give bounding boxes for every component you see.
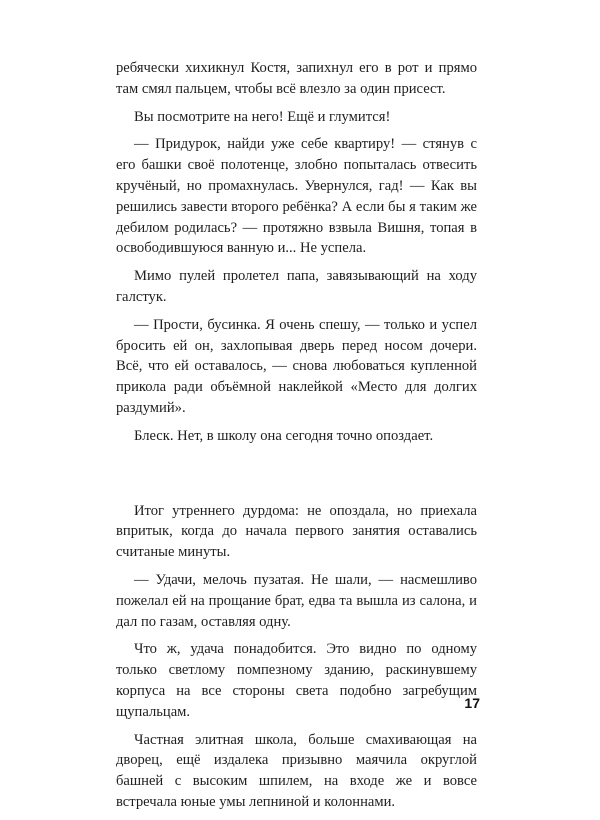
page-number: 17 (464, 695, 480, 711)
paragraph: — Прости, бусинка. Я очень спешу, — только и успел бросить ей он, захлопывая дверь перед носом дочери. Всё, что ей оставалось, — снова любоваться купленной прикола ради объёмной наклейкой «Место для долгих раздумий». (116, 316, 477, 416)
paragraph: Итог утреннего дурдома: не опоздала, но приехала впритык, когда до начала первого занятия оставались считаные минуты. (116, 502, 477, 561)
paragraph: Мимо пулей пролетел папа, завязывающий на ходу галстук. (116, 268, 477, 305)
paragraph: — Придурок, найди уже себе квартиру! — стянув с его башки своё полотенце, злобно попыталась отвесить кручёный, но промахнулась. Увернулся, гад! — Как вы решились завести второго ребёнка? А если бы я таким же дебилом родилась? — протяжно взвыла Вишня, топая в освободившуюся ванную и... Не успела. (116, 136, 477, 257)
paragraph: — Удачи, мелочь пузатая. Не шали, — насмешливо пожелал ей на прощание брат, едва та вышла из салона, и дал по газам, оставляя одну. (116, 571, 477, 630)
paragraph: Частная элитная школа, больше смахивающая на дворец, ещё издалека призывно маячила округлой башней с высоким шпилем, на входе же и вовсе встречала юные умы лепниной и колоннами. (116, 731, 477, 810)
body-text (116, 58, 477, 820)
paragraph: ребячески хихикнул Костя, запихнул его в рот и прямо там смял пальцем, чтобы всё влезло за один присест. (116, 60, 477, 97)
paragraph: Блеск. Нет, в школу она сегодня точно опоздает. (134, 427, 434, 444)
paragraph: Что ж, удача понадобится. Это видно по одному только светлому помпезному зданию, раскинувшему корпуса на все стороны света подобно загребущим щупальцам. (116, 641, 477, 720)
paragraph: Вы посмотрите на него! Ещё и глумится! (134, 108, 391, 125)
